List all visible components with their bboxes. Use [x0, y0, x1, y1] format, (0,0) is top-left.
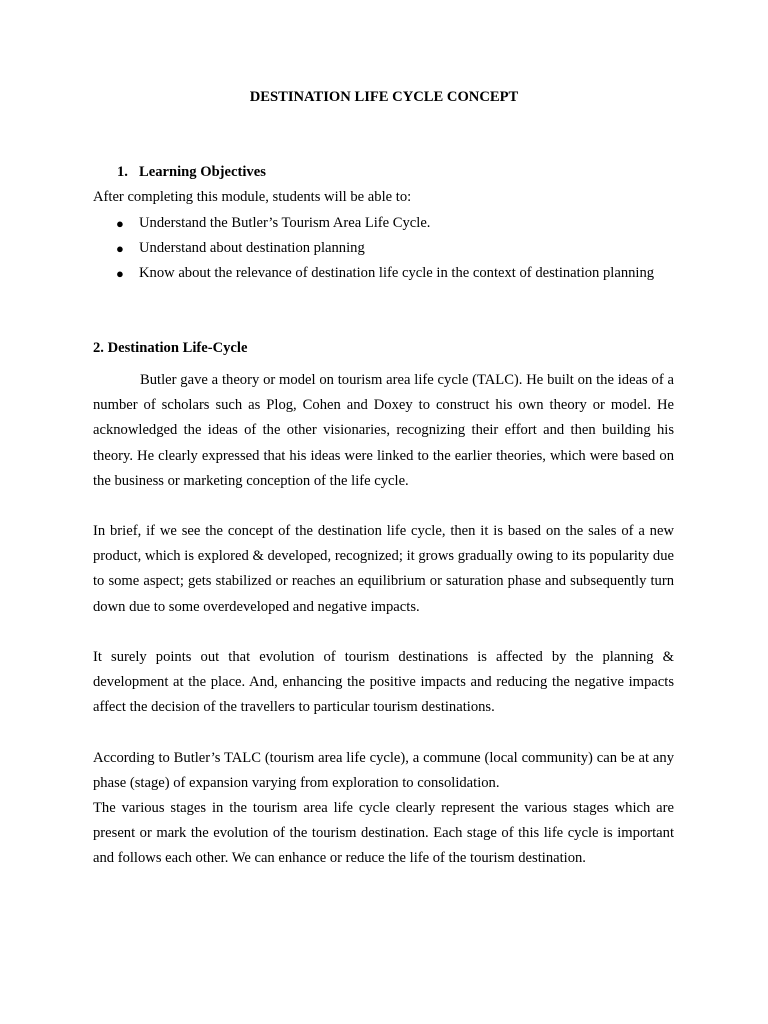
objectives-list	[93, 211, 674, 286]
document-title: DESTINATION LIFE CYCLE CONCEPT	[249, 89, 519, 105]
objectives-intro: After completing this module, students will be able to:	[93, 189, 412, 205]
bullet-icon: ●	[116, 216, 124, 231]
section-heading-learning-objectives	[117, 162, 266, 182]
body-paragraph: It surely points out that evolution of tourism destinations is affected by the planning & development at the place. And, enhancing the positive impacts and reducing the negative impacts affect the decision of the travellers to particular tourism destinations.	[93, 649, 674, 716]
list-item-text: Understand about destination planning	[139, 240, 365, 256]
list-item	[93, 261, 674, 286]
section-heading-destination-life-cycle: 2. Destination Life-Cycle	[93, 340, 248, 356]
body-paragraph: In brief, if we see the concept of the destination life cycle, then it is based on the sales of a new product, which is explored & developed, recognized; it grows gradually owing to its popularity due to some aspect; gets stabilized or reaches an equilibrium or saturation phase and subsequently turn down due to some overdeveloped and negative impacts.	[93, 523, 674, 615]
bullet-icon: ●	[116, 241, 124, 256]
section-number: 1.	[117, 164, 128, 180]
bullet-icon: ●	[116, 266, 124, 281]
section-heading-text: Learning Objectives	[139, 164, 266, 180]
body-paragraph: According to Butler’s TALC (tourism area life cycle), a commune (local community) can be at any phase (stage) of expansion varying from exploration to consolidation.	[93, 750, 674, 792]
body-paragraph: The various stages in the tourism area life cycle clearly represent the various stages which are present or mark the evolution of the tourism destination. Each stage of this life cycle is important and follows each other. We can enhance or reduce the life of the tourism destination.	[93, 800, 674, 867]
list-item	[93, 211, 674, 236]
list-item	[93, 236, 674, 261]
list-item-text: Understand the Butler’s Tourism Area Life Cycle.	[139, 215, 431, 231]
body-paragraph: Butler gave a theory or model on tourism area life cycle (TALC). He built on the ideas of a number of scholars such as Plog, Cohen and Doxey to construct his own theory or model. He acknowledged the ideas of the other visionaries, recognizing their effort and then building his theory. He clearly expressed that his ideas were linked to the earlier theories, which were based on the business or marketing conception of the life cycle.	[93, 372, 674, 489]
list-item-text: Know about the relevance of destination life cycle in the context of destination planning	[139, 265, 655, 281]
